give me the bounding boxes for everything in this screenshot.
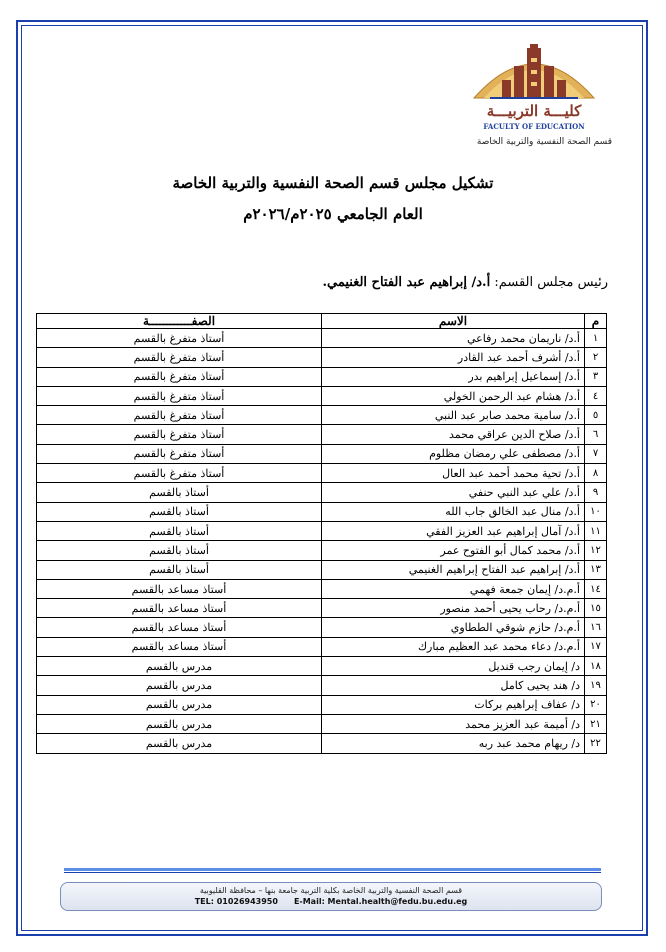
header-number: م [585,314,607,329]
row-name: أ.م.د/ حازم شوقي الططاوي [322,618,585,637]
row-title: أستاذ متفرغ بالقسم [37,406,322,425]
row-title: مدرس بالقسم [37,714,322,733]
row-name: أ.م.د/ دعاء محمد عبد العظيم مبارك [322,637,585,656]
row-name: أ.د/ ناريمان محمد رفاعي [322,329,585,348]
footer-divider-thin [64,872,601,873]
row-title: أستاذ بالقسم [37,521,322,540]
table-row [37,406,607,425]
row-number: ٢٠ [585,695,607,714]
row-number: ٤ [585,386,607,405]
table-row [37,734,607,753]
row-title: أستاذ متفرغ بالقسم [37,464,322,483]
table-row [37,676,607,695]
row-title: أستاذ بالقسم [37,560,322,579]
row-title: أستاذ متفرغ بالقسم [37,386,322,405]
table-row [37,618,607,637]
members-table [36,313,607,754]
row-name: أ.د/ هشام عبد الرحمن الخولي [322,386,585,405]
table-row [37,502,607,521]
table-header-row [37,314,607,329]
row-name: أ.د/ أشرف أحمد عبد القادر [322,348,585,367]
footer-address: قسم الصحة النفسية والتربية الخاصة بكلية التربية جامعة بنها – محافظة القليوبية [199,886,463,895]
row-number: ١٩ [585,676,607,695]
row-title: أستاذ متفرغ بالقسم [37,444,322,463]
chair-name: أ.د/ إبراهيم عبد الفتاح الغنيمي. [322,275,491,290]
row-number: ١٤ [585,579,607,598]
footer-email: E-Mail: Mental.health@fedu.bu.edu.eg [293,897,468,906]
row-name: أ.د/ مصطفى علي رمضان مظلوم [322,444,585,463]
row-title: مدرس بالقسم [37,657,322,676]
row-number: ٧ [585,444,607,463]
logo-emblem-icon [470,40,598,104]
row-title: أستاذ متفرغ بالقسم [37,329,322,348]
table-row [37,637,607,656]
row-title: أستاذ متفرغ بالقسم [37,367,322,386]
table-row [37,521,607,540]
council-chair [322,275,608,290]
table-row [37,367,607,386]
row-name: د/ إيمان رجب قنديل [322,657,585,676]
footer-tel: TEL: 01026943950 [194,897,278,906]
table-row [37,425,607,444]
row-title: أستاذ بالقسم [37,502,322,521]
row-title: مدرس بالقسم [37,695,322,714]
row-number: ٢١ [585,714,607,733]
table-row [37,714,607,733]
row-title: أستاذ مساعد بالقسم [37,618,322,637]
logo-english-text: FACULTY OF EDUCATION [483,122,585,131]
row-number: ١١ [585,521,607,540]
row-number: ١٣ [585,560,607,579]
header-title: الصفــــــــــــة [37,314,322,329]
table-row [37,444,607,463]
row-name: أ.م.د/ إيمان جمعة فهمي [322,579,585,598]
row-title: مدرس بالقسم [37,734,322,753]
row-number: ١٥ [585,599,607,618]
page-title: تشكيل مجلس قسم الصحة النفسية والتربية الخاصة [172,174,494,192]
academic-year: العام الجامعي ٢٠٢٥م/٢٠٢٦م [243,205,423,223]
row-title: أستاذ مساعد بالقسم [37,579,322,598]
row-number: ١٨ [585,657,607,676]
table-row [37,329,607,348]
row-name: أ.د/ صلاح الدين عراقي محمد [322,425,585,444]
row-number: ١٦ [585,618,607,637]
row-number: ١٠ [585,502,607,521]
row-title: أستاذ بالقسم [37,541,322,560]
chair-label: رئيس مجلس القسم: [490,275,608,290]
row-title: مدرس بالقسم [37,676,322,695]
row-name: أ.د/ إسماعيل إبراهيم بدر [322,367,585,386]
logo-arabic-text: كليـــة التربيـــة [486,102,582,120]
row-name: أ.م.د/ رحاب يحيى أحمد منصور [322,599,585,618]
row-title: أستاذ متفرغ بالقسم [37,425,322,444]
row-name: أ.د/ علي عبد النبي حنفي [322,483,585,502]
footer-contact [60,897,602,906]
row-name: د/ ريهام محمد عبد ربه [322,734,585,753]
row-number: ١٧ [585,637,607,656]
table-row [37,386,607,405]
row-name: أ.د/ سامية محمد صابر عبد النبي [322,406,585,425]
table-row [37,657,607,676]
row-name: د/ أميمة عبد العزيز محمد [322,714,585,733]
row-name: د/ هند يحيى كامل [322,676,585,695]
row-name: د/ عفاف إبراهيم بركات [322,695,585,714]
row-number: ٣ [585,367,607,386]
row-number: ٢ [585,348,607,367]
header-name: الاسم [322,314,585,329]
row-number: ١٢ [585,541,607,560]
row-number: ٢٢ [585,734,607,753]
row-name: أ.د/ إبراهيم عبد الفتاح إبراهيم الغنيمي [322,560,585,579]
row-name: أ.د/ منال عبد الخالق جاب الله [322,502,585,521]
row-number: ٦ [585,425,607,444]
table-row [37,483,607,502]
row-title: أستاذ متفرغ بالقسم [37,348,322,367]
row-number: ٩ [585,483,607,502]
table-row [37,695,607,714]
table-row [37,541,607,560]
footer-divider [64,868,601,871]
table-row [37,560,607,579]
row-name: أ.د/ آمال إبراهيم عبد العزيز الفقي [322,521,585,540]
row-name: أ.د/ تحية محمد أحمد عبد العال [322,464,585,483]
row-name: أ.د/ محمد كمال أبو الفتوح عمر [322,541,585,560]
row-number: ١ [585,329,607,348]
table-row [37,464,607,483]
table-row [37,579,607,598]
row-number: ٨ [585,464,607,483]
table-row [37,348,607,367]
row-title: أستاذ مساعد بالقسم [37,599,322,618]
row-number: ٥ [585,406,607,425]
table-row [37,599,607,618]
row-title: أستاذ مساعد بالقسم [37,637,322,656]
row-title: أستاذ بالقسم [37,483,322,502]
department-label: قسم الصحة النفسية والتربية الخاصة [476,137,612,147]
